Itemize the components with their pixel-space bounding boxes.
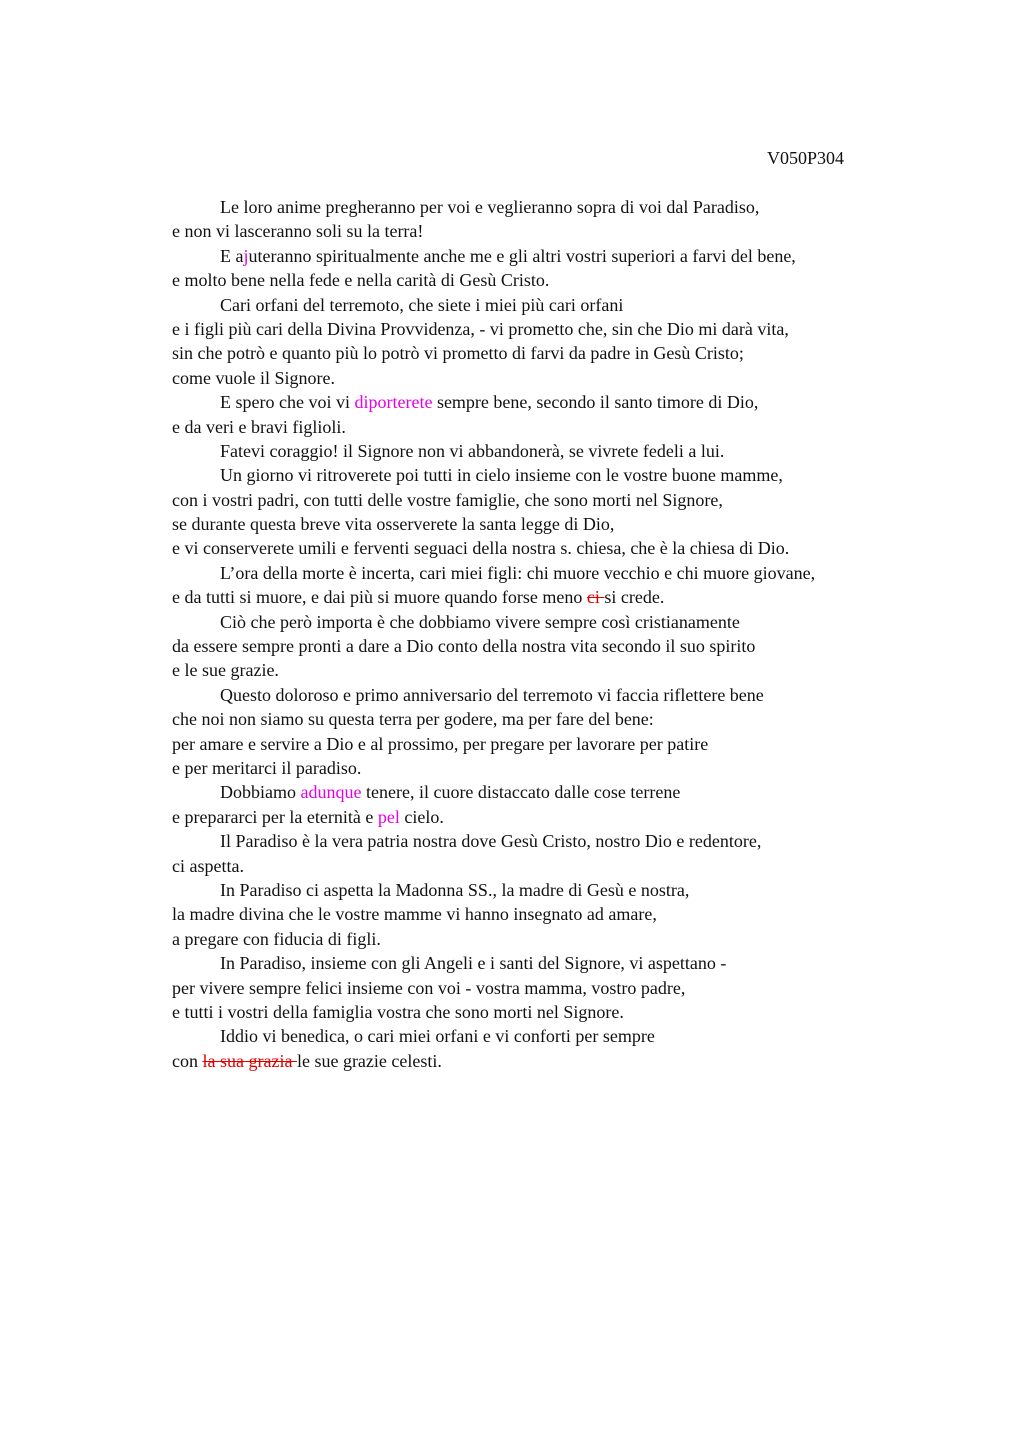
text-line [172,683,932,707]
text-run: tenere, il cuore distaccato dalle cose terrene [361,782,681,803]
text-line [172,390,932,414]
text-run: Fatevi coraggio! il Signore non vi abbandonerà, se vivrete fedeli a lui. [220,440,725,461]
text-line [172,878,932,902]
highlighted-word: pel [377,806,400,827]
text-line [172,902,932,926]
text-line [172,341,932,365]
text-line [172,1000,932,1024]
text-line [172,195,932,219]
text-run: sempre bene, secondo il santo timore di Dio, [432,392,759,413]
text-run: Questo doloroso e primo anniversario del terremoto vi faccia riflettere bene [220,684,764,705]
text-line [172,634,932,658]
text-run: e da veri e bravi figlioli. [172,416,346,437]
deleted-text: la sua grazia [202,1050,297,1071]
text-line [172,976,932,1000]
highlighted-word: adunque [300,782,362,803]
text-run: come vuole il Signore. [172,367,335,388]
text-run: Cari orfani del terremoto, che siete i miei più cari orfani [220,294,624,315]
text-line [172,439,932,463]
text-line [172,951,932,975]
text-run: sin che potrò e quanto più lo potrò vi prometto di farvi da padre in Gesù Cristo; [172,343,744,364]
text-line [172,366,932,390]
text-run: per vivere sempre felici insieme con voi - vostra mamma, vostro padre, [172,977,686,998]
text-line [172,854,932,878]
deleted-text: ci [586,587,605,608]
text-run: si crede. [604,587,665,608]
text-run: E a [220,245,244,266]
text-run: In Paradiso, insieme con gli Angeli e i santi del Signore, vi aspettano - [220,953,727,974]
text-run: Un giorno vi ritroverete poi tutti in cielo insieme con le vostre buone mamme, [220,465,783,486]
text-run: da essere sempre pronti a dare a Dio conto della nostra vita secondo il suo spirito [172,636,756,657]
text-run: Dobbiamo [220,782,301,803]
text-line [172,268,932,292]
text-run: a pregare con fiducia di figli. [172,928,381,949]
text-run: L’ora della morte è incerta, cari miei figli: chi muore vecchio e chi muore giovane, [220,562,816,583]
text-line [172,658,932,682]
page-id: V050P304 [766,148,844,168]
text-run: Ciò che però importa è che dobbiamo vivere sempre così cristianamente [220,611,740,632]
text-run: e per meritarci il paradiso. [172,757,362,778]
text-line [172,927,932,951]
text-run: e vi conserverete umili e ferventi seguaci della nostra s. chiesa, che è la chiesa di Dio. [172,538,790,559]
text-run: con [172,1050,203,1071]
text-run: Iddio vi benedica, o cari miei orfani e vi conforti per sempre [220,1026,655,1047]
text-run: e tutti i vostri della famiglia vostra che sono morti nel Signore. [172,1001,624,1022]
text-run: per amare e servire a Dio e al prossimo, per pregare per lavorare per patire [172,733,709,754]
text-run: Le loro anime pregheranno per voi e veglieranno sopra di voi dal Paradiso, [220,197,760,217]
text-line [172,780,932,804]
text-line [172,756,932,780]
text-line [172,536,932,560]
text-run: ci aspetta. [172,855,244,876]
text-line [172,219,932,243]
text-run: e le sue grazie. [172,660,279,681]
text-run: e i figli più cari della Divina Provvidenza, - vi prometto che, sin che Dio mi darà vita, [172,318,789,339]
text-line [172,512,932,536]
text-line [172,732,932,756]
text-line [172,829,932,853]
text-run: che noi non siamo su questa terra per godere, ma per fare del bene: [172,709,654,730]
highlighted-word: j [243,245,249,266]
text-line [172,244,932,268]
text-line [172,805,932,829]
text-line [172,707,932,731]
text-line [172,317,932,341]
text-line [172,585,932,609]
text-line [172,610,932,634]
text-run: e prepararci per la eternità e [172,806,378,827]
text-run: e da tutti si muore, e dai più si muore quando forse meno [172,587,587,608]
highlighted-word: diporterete [354,392,433,413]
text-line [172,488,932,512]
letter-body [172,195,932,1073]
text-run: se durante questa breve vita osserverete la santa legge di Dio, [172,514,615,535]
text-run: Il Paradiso è la vera patria nostra dove Gesù Cristo, nostro Dio e redentore, [220,831,762,852]
text-run: cielo. [399,806,444,827]
text-run: In Paradiso ci aspetta la Madonna SS., la madre di Gesù e nostra, [220,879,690,900]
text-run: le sue grazie celesti. [296,1050,442,1071]
text-line [172,1049,932,1073]
text-line [172,293,932,317]
text-line [172,1024,932,1048]
text-run: E spero che voi vi [220,392,355,413]
text-run: la madre divina che le vostre mamme vi hanno insegnato ad amare, [172,904,657,925]
text-line [172,415,932,439]
text-run: e molto bene nella fede e nella carità di Gesù Cristo. [172,270,550,291]
text-run: con i vostri padri, con tutti delle vostre famiglie, che sono morti nel Signore, [172,489,723,510]
text-line [172,561,932,585]
text-run: uteranno spiritualmente anche me e gli altri vostri superiori a farvi del bene, [248,245,796,266]
text-run: e non vi lasceranno soli su la terra! [172,221,424,242]
text-line [172,463,932,487]
